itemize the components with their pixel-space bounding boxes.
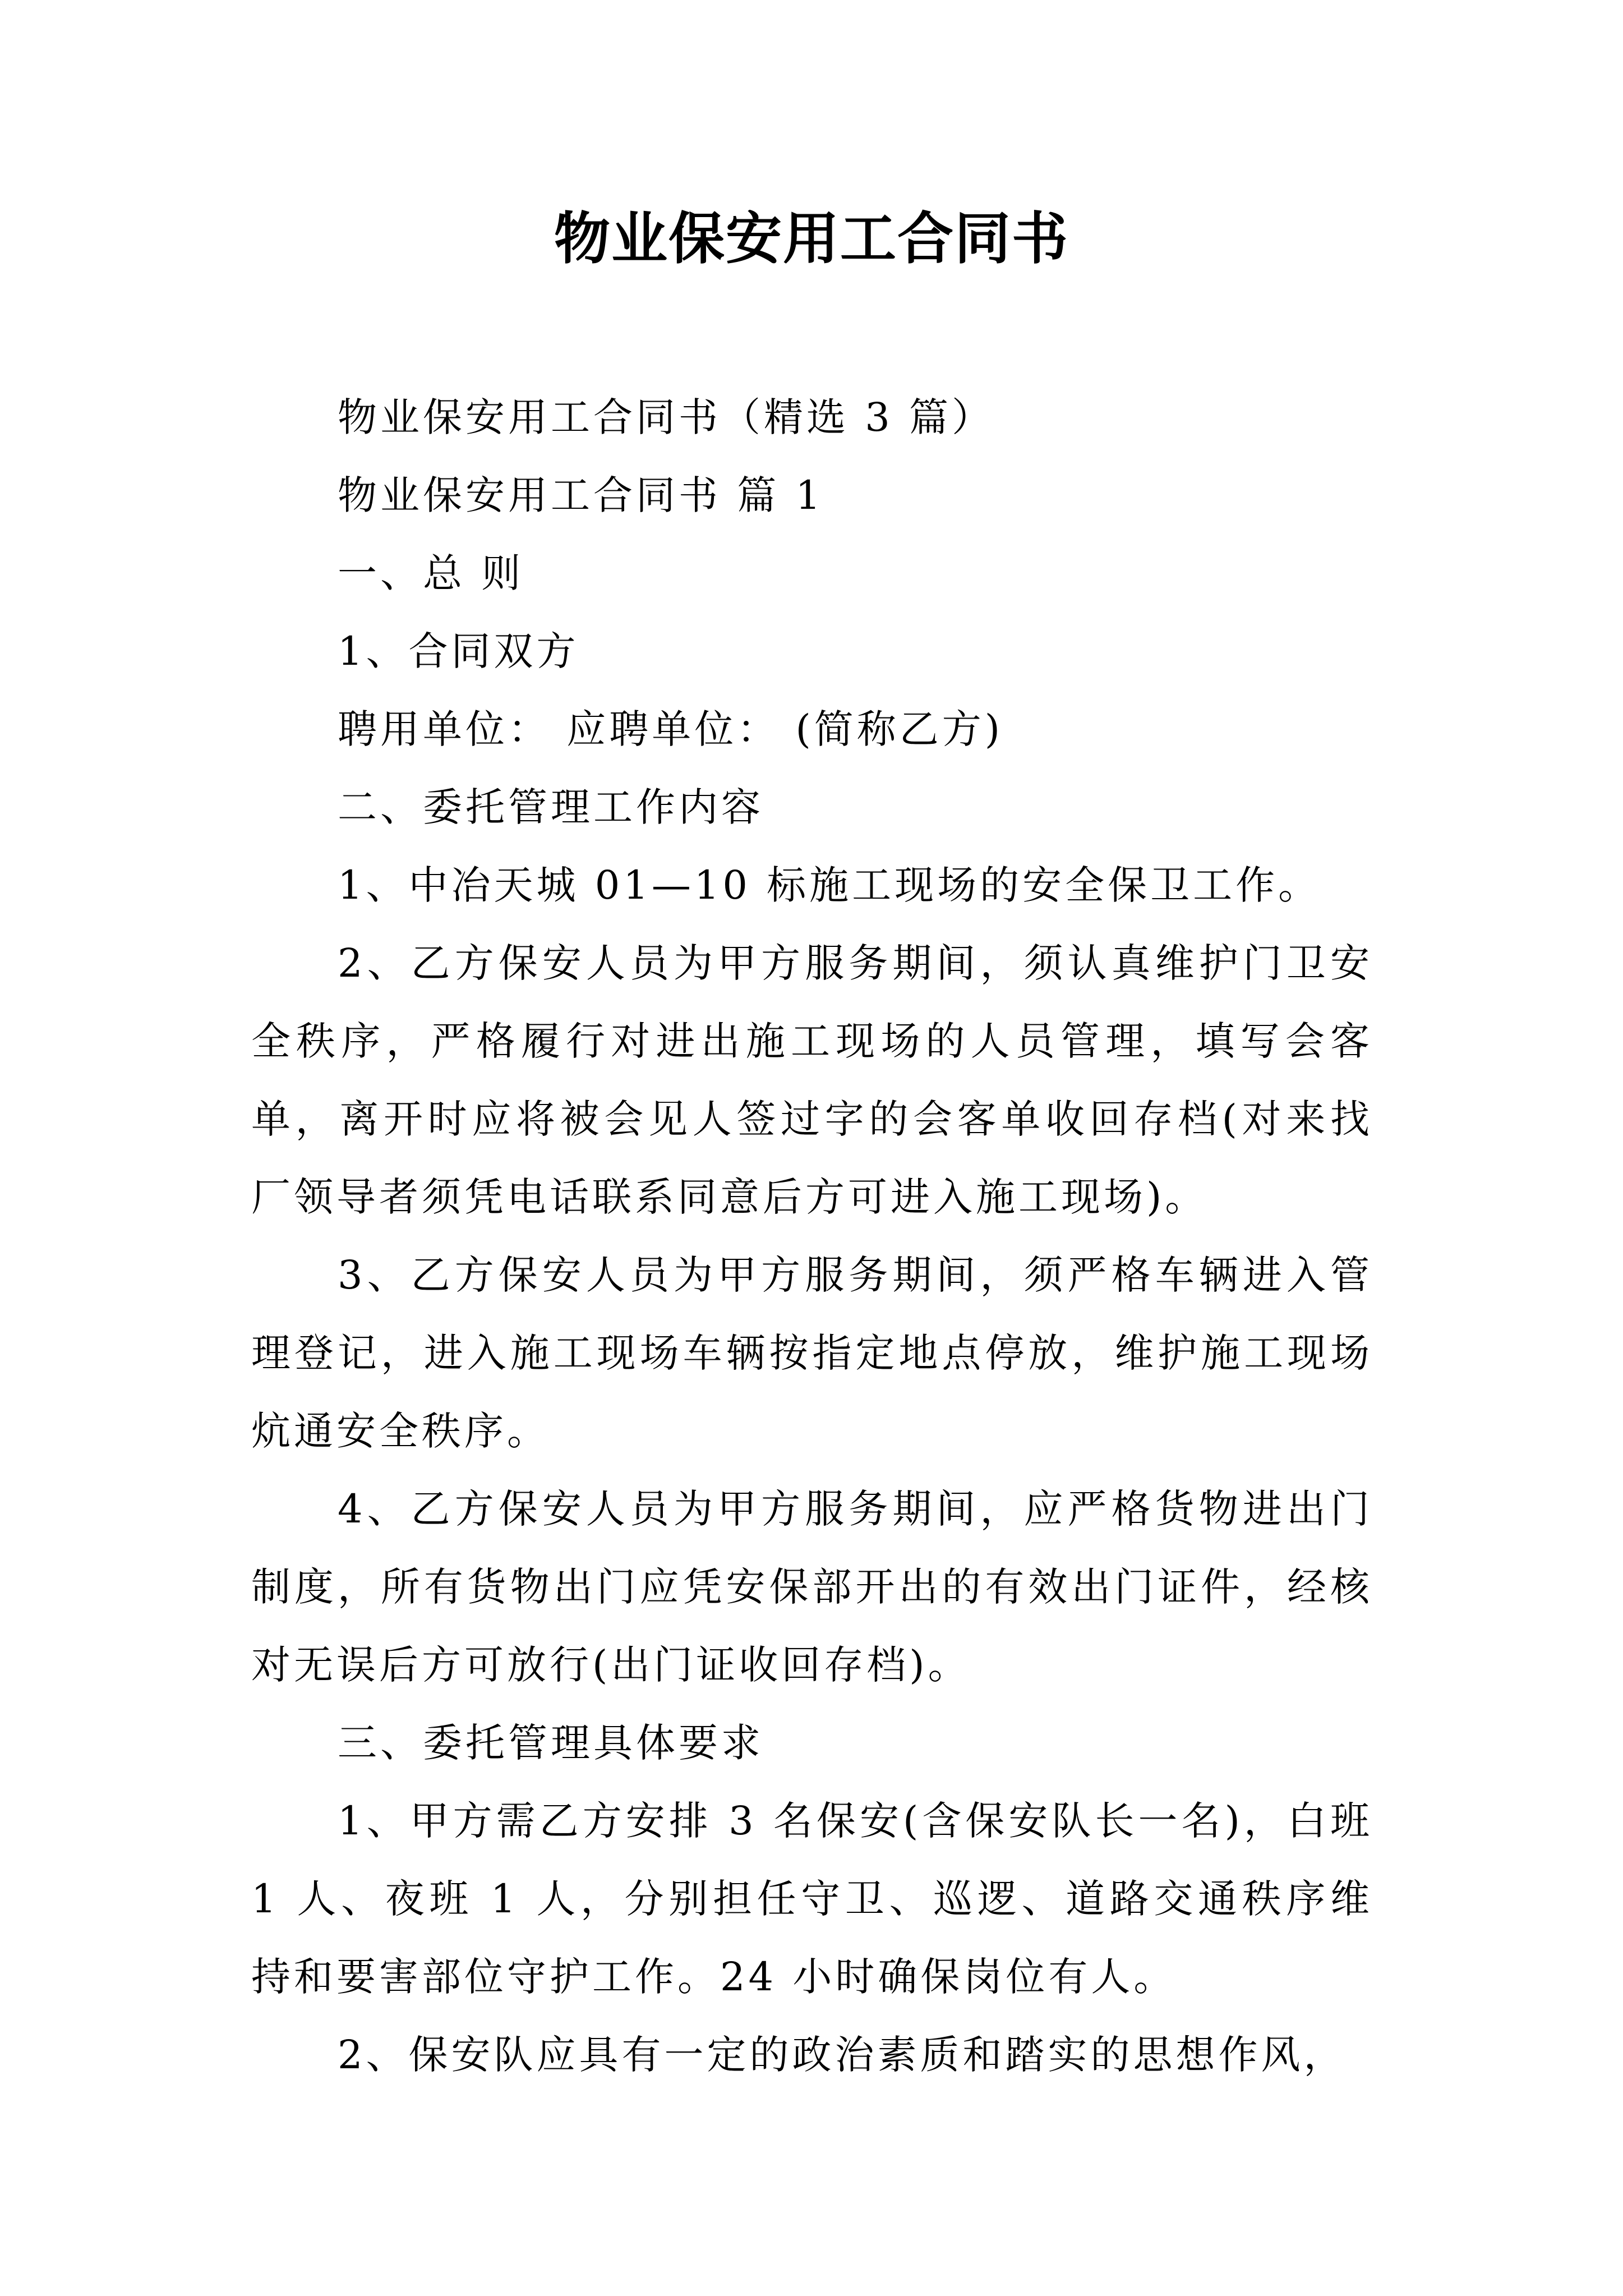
paragraph: 1、甲方需乙方安排 3 名保安(含保安队长一名)，白班 1 人、夜班 1 人，分别担任守卫、巡逻、道路交通秩序维持和要害部位守护工作。24 小时确保岗位有人。 xyxy=(251,1798,1373,2000)
paragraph: 2、保安队应具有一定的政治素质和踏实的思想作风， xyxy=(338,2032,1347,2078)
paragraph: 一、总 则 xyxy=(338,550,524,596)
paragraph: 物业保安用工合同书 篇 1 xyxy=(338,472,824,518)
document-title: 物业保安用工合同书 xyxy=(554,205,1069,272)
paragraph: 聘用单位： 应聘单位： (简称乙方) xyxy=(338,706,1004,752)
paragraph: 1、合同双方 xyxy=(338,628,579,674)
paragraph: 物业保安用工合同书（精选 3 篇） xyxy=(338,394,995,440)
paragraph: 1、中冶天城 01—10 标施工现场的安全保卫工作。 xyxy=(338,862,1321,908)
paragraph: 三、委托管理具体要求 xyxy=(338,1720,764,1766)
paragraph: 3、乙方保安人员为甲方服务期间，须严格车辆进入管理登记，进入施工现场车辆按指定地点停放，维护施工现场炕通安全秩序。 xyxy=(251,1252,1373,1454)
document-body xyxy=(251,379,1373,2094)
paragraph: 2、乙方保安人员为甲方服务期间，须认真维护门卫安全秩序，严格履行对进出施工现场的人员管理，填写会客单，离开时应将被会见人签过字的会客单收回存档(对来找厂领导者须凭电话联系同意后方可进入施工现场)。 xyxy=(251,940,1373,1220)
paragraph: 二、委托管理工作内容 xyxy=(338,784,764,830)
paragraph: 4、乙方保安人员为甲方服务期间，应严格货物进出门制度，所有货物出门应凭安保部开出的有效出门证件，经核对无误后方可放行(出门证收回存档)。 xyxy=(251,1486,1373,1688)
